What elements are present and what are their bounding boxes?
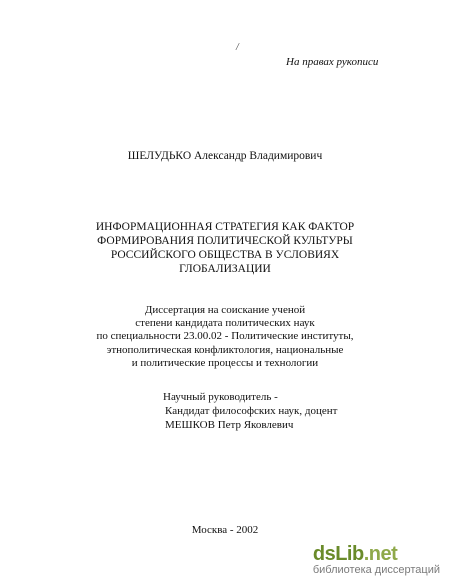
logo-part-1: dsLib	[312, 543, 364, 565]
watermark-subtitle: библиотека диссертаций	[312, 564, 440, 576]
description-line: и политические процессы и технологии	[131, 356, 319, 369]
supervisor-line: Кандидат философских наук, доцент	[165, 405, 338, 417]
author-name: ШЕЛУДЬКО Александр Владимирович	[127, 150, 323, 162]
supervisor-line: МЕШКОВ Петр Яковлевич	[165, 419, 294, 431]
city-year: Москва - 2002	[191, 524, 259, 536]
supervisor-line: Научный руководитель -	[163, 391, 278, 403]
description-line: этнополитическая конфликтология, национальные	[106, 343, 344, 356]
title-line: РОССИЙСКОГО ОБЩЕСТВА В УСЛОВИЯХ	[110, 249, 340, 261]
description-line: степени кандидата политических наук	[135, 317, 315, 330]
supervisor-block	[163, 390, 337, 432]
dslib-watermark[interactable]	[313, 544, 440, 576]
dissertation-description	[60, 304, 390, 370]
dissertation-title	[80, 220, 370, 276]
dslib-logo[interactable]	[313, 544, 440, 564]
rights-note: На правах рукописи	[286, 56, 379, 68]
handwritten-mark: /	[236, 42, 239, 53]
title-line: ФОРМИРОВАНИЯ ПОЛИТИЧЕСКОЙ КУЛЬТУРЫ	[97, 235, 353, 247]
title-line: ИНФОРМАЦИОННАЯ СТРАТЕГИЯ КАК ФАКТОР	[95, 221, 355, 233]
description-line: по специальности 23.00.02 - Политические институты,	[96, 330, 354, 343]
title-line: ГЛОБАЛИЗАЦИИ	[179, 263, 271, 275]
logo-part-2: .net	[363, 543, 398, 565]
description-line: Диссертация на соискание ученой	[144, 304, 306, 316]
